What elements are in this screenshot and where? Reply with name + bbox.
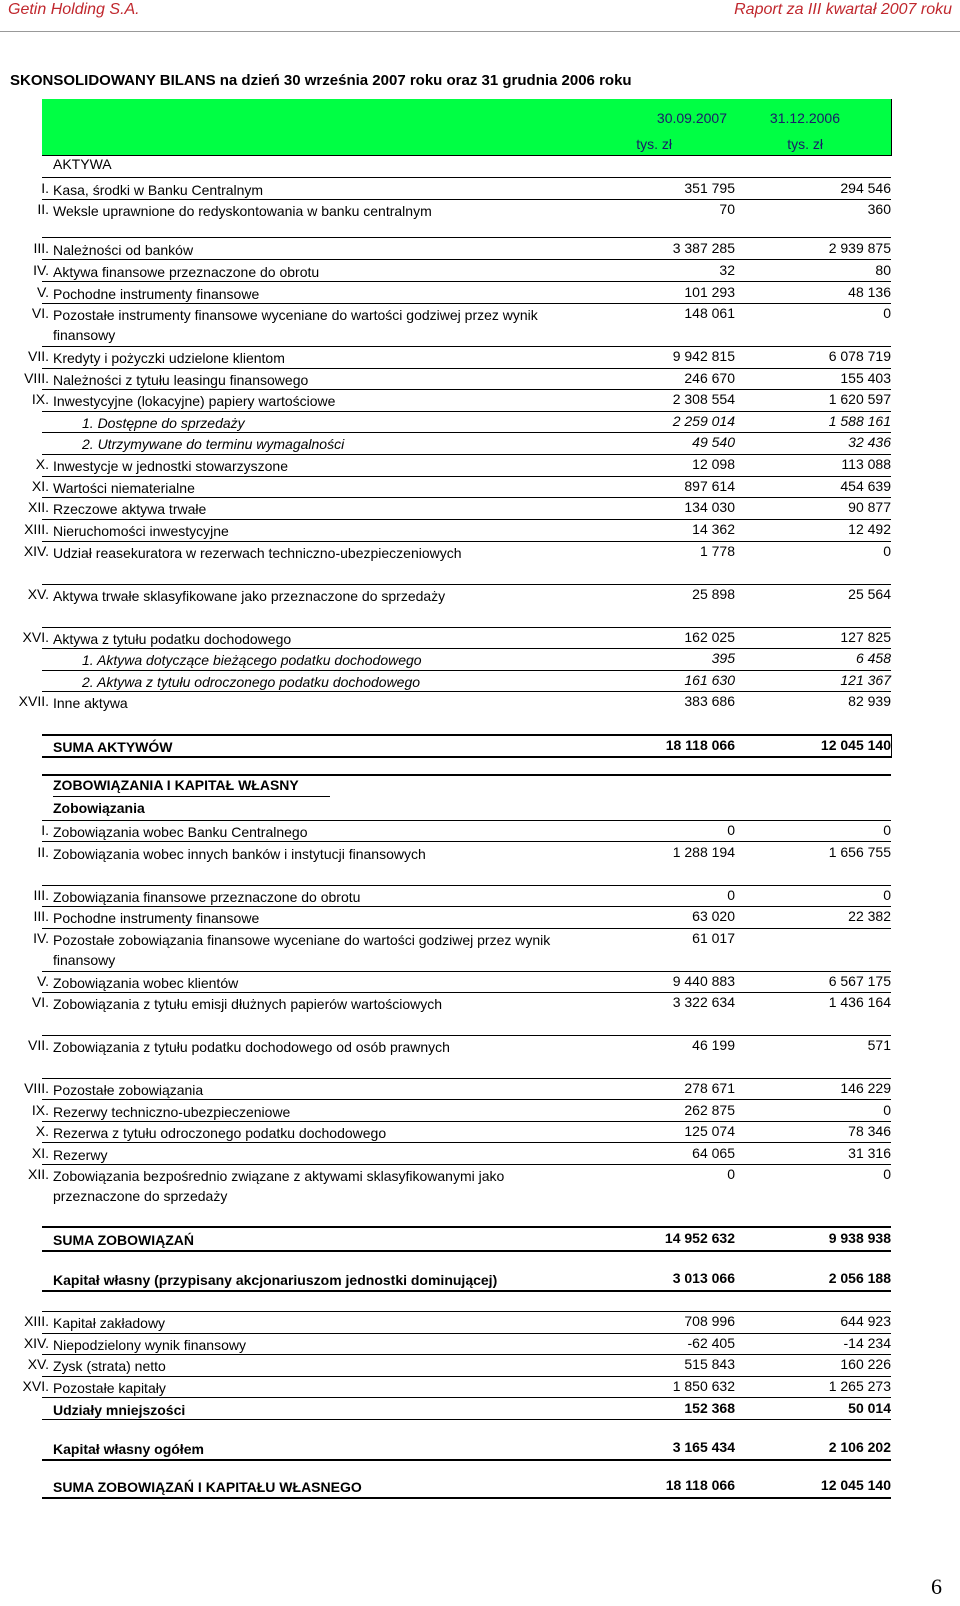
col1-unit: tys. zł [636, 136, 672, 152]
row-number: VIII. [24, 370, 49, 386]
row-value-2006: 454 639 [840, 478, 891, 494]
row-divider [42, 237, 891, 238]
col2-date: 31.12.2006 [769, 110, 840, 126]
row-number: XI. [31, 478, 49, 494]
row-label: Zobowiązania wobec innych banków i instytucji finansowych [53, 846, 426, 862]
row-value-2007: 3 013 066 [672, 1270, 735, 1286]
row-value-2007: 148 061 [684, 305, 735, 321]
row-value-2006: 32 436 [848, 434, 891, 450]
row-label: Należności z tytułu leasingu finansowego [53, 372, 309, 388]
row-value-2006: 25 564 [848, 586, 891, 602]
row-value-2006: 48 136 [848, 284, 891, 300]
column-header-band [42, 99, 891, 155]
row-label: Zobowiązania wobec Banku Centralnego [53, 824, 308, 840]
row-divider [42, 1354, 891, 1355]
row-value-2006: 1 588 161 [828, 413, 891, 429]
row-label: Kapitał własny ogółem [53, 1441, 204, 1457]
row-label: Inwestycje w jednostki stowarzyszone [53, 458, 288, 474]
row-value-2007: 18 118 066 [665, 737, 735, 753]
row-label: Inne aktywa [53, 695, 128, 711]
row-label: Pozostałe instrumenty finansowe wyceniane do wartości godziwej przez wynik finansowy [53, 307, 538, 343]
row-label: 1. Aktywa dotyczące bieżącego podatku dochodowego [82, 652, 422, 668]
column-header-bottom-border [42, 155, 891, 156]
row-divider [42, 411, 891, 412]
row-label: Kasa, środki w Banku Centralnym [53, 182, 264, 198]
row-value-2007: 49 540 [692, 434, 735, 450]
row-value-2006: 2 106 202 [828, 1439, 891, 1455]
row-number: V. [37, 973, 49, 989]
row-value-2007: 2 308 554 [672, 391, 735, 407]
row-value-2007: 64 065 [692, 1145, 735, 1161]
row-value-2006: 1 656 755 [828, 844, 891, 860]
section-title-liabilities: Zobowiązania [53, 800, 145, 816]
row-number: I. [41, 822, 49, 838]
row-divider [42, 885, 891, 886]
row-divider [42, 1333, 891, 1334]
row-number: IV. [33, 930, 49, 946]
row-value-2007: 125 074 [684, 1123, 735, 1139]
row-label: Rezerwy techniczno-ubezpieczeniowe [53, 1104, 291, 1120]
row-value-2006: 0 [883, 1166, 891, 1182]
assets-heading: AKTYWA [53, 156, 112, 172]
row-value-2007: 9 942 815 [672, 348, 735, 364]
row-divider [42, 820, 891, 821]
row-value-2006: 0 [883, 887, 891, 903]
row-value-2007: 18 118 066 [665, 1477, 735, 1493]
row-value-2006: 6 078 719 [828, 348, 891, 364]
row-label: Pochodne instrumenty finansowe [53, 286, 260, 302]
row-value-2006: 78 346 [848, 1123, 891, 1139]
row-label: Należności od banków [53, 242, 194, 258]
row-divider [42, 1035, 891, 1036]
row-divider [42, 303, 891, 304]
row-divider [42, 346, 891, 347]
total-divider-bottom [42, 1497, 891, 1499]
row-number: V. [37, 284, 49, 300]
row-value-2006: 0 [883, 822, 891, 838]
company-name: Getin Holding S.A. [8, 1, 140, 18]
row-label: Zobowiązania finansowe przeznaczone do obrotu [53, 889, 361, 905]
row-value-2007: 262 875 [684, 1102, 735, 1118]
header-divider [0, 31, 960, 32]
row-value-2006: 31 316 [848, 1145, 891, 1161]
row-value-2007: 708 996 [684, 1313, 735, 1329]
row-number: VII. [27, 348, 49, 364]
row-number: XIV. [23, 543, 49, 559]
row-label: Zobowiązania bezpośrednio związane z aktywami sklasyfikowanymi jako przeznaczone do sprzedaży [53, 1168, 505, 1204]
row-value-2007: 70 [719, 201, 735, 217]
row-divider [42, 906, 891, 907]
row-label: Pozostałe kapitały [53, 1380, 166, 1396]
row-value-2006: 1 436 164 [828, 994, 891, 1010]
row-value-2007: 2 259 014 [672, 413, 735, 429]
row-value-2006: 82 939 [848, 693, 891, 709]
row-divider [42, 1311, 891, 1312]
row-divider [42, 648, 891, 649]
row-label: Zobowiązania wobec klientów [53, 975, 239, 991]
row-divider [42, 992, 891, 993]
row-value-2007: 134 030 [684, 499, 735, 515]
row-value-2006: 146 229 [840, 1080, 891, 1096]
total-divider-bottom [42, 1459, 891, 1461]
row-value-2007: 152 368 [684, 1400, 735, 1416]
row-number: II. [37, 844, 49, 860]
row-value-2007: 46 199 [692, 1037, 735, 1053]
row-number: IX. [31, 1102, 49, 1118]
row-label: Zysk (strata) netto [53, 1358, 166, 1374]
row-value-2007: 3 322 634 [672, 994, 735, 1010]
row-number: XII. [27, 1166, 49, 1182]
row-value-2007: 101 293 [684, 284, 735, 300]
row-value-2007: 63 020 [692, 908, 735, 924]
row-divider [42, 476, 891, 477]
row-number: VII. [27, 1037, 49, 1053]
report-title: Raport za III kwartał 2007 roku [734, 1, 952, 18]
row-value-2006: 12 492 [848, 521, 891, 537]
row-value-2006: 1 620 597 [828, 391, 891, 407]
row-label: Udziały mniejszości [53, 1402, 186, 1418]
row-value-2007: 25 898 [692, 586, 735, 602]
row-divider [42, 670, 891, 671]
row-label: Pozostałe zobowiązania finansowe wyceniane do wartości godziwej przez wynik finansowy [53, 932, 551, 968]
row-label: Nieruchomości inwestycyjne [53, 523, 229, 539]
row-label: Pochodne instrumenty finansowe [53, 910, 260, 926]
row-value-2006: 155 403 [840, 370, 891, 386]
row-number: XIV. [23, 1335, 49, 1351]
row-value-2006: 80 [875, 262, 891, 278]
row-number: XII. [27, 499, 49, 515]
row-divider [42, 1142, 891, 1143]
row-label: 2. Aktywa z tytułu odroczonego podatku dochodowego [82, 674, 421, 690]
row-value-2007: 3 165 434 [672, 1439, 735, 1455]
row-value-2006: 90 877 [848, 499, 891, 515]
row-number: XVII. [18, 693, 49, 709]
column-header-right-border [891, 99, 892, 156]
row-number: XV. [27, 1356, 49, 1372]
row-value-2007: 161 630 [684, 672, 735, 688]
row-label: Kredyty i pożyczki udzielone klientom [53, 350, 285, 366]
row-value-2006: 2 939 875 [828, 240, 891, 256]
section-title-liabilities-equity: ZOBOWIĄZANIA I KAPITAŁ WŁASNY [53, 777, 299, 793]
row-value-2007: 515 843 [684, 1356, 735, 1372]
row-number: III. [33, 887, 49, 903]
row-value-2006: 644 923 [840, 1313, 891, 1329]
row-divider [42, 1419, 891, 1420]
col2-unit: tys. zł [787, 136, 823, 152]
row-divider [42, 691, 891, 692]
row-divider [42, 519, 891, 520]
row-divider [42, 541, 891, 542]
row-number: XVI. [22, 1378, 49, 1394]
row-label: Pozostałe zobowiązania [53, 1082, 204, 1098]
row-label: Kapitał zakładowy [53, 1315, 166, 1331]
row-value-2007: 0 [727, 822, 735, 838]
row-number: VI. [31, 994, 49, 1010]
row-number: I. [41, 180, 49, 196]
total-divider-bottom [42, 1250, 891, 1252]
row-value-2007: 0 [727, 887, 735, 903]
row-value-2006: 6 458 [855, 650, 891, 666]
row-number: XV. [27, 586, 49, 602]
row-value-2006: 0 [883, 543, 891, 559]
row-value-2006: 0 [883, 305, 891, 321]
row-label: Aktywa z tytułu podatku dochodowego [53, 631, 292, 647]
page-number: 6 [931, 1574, 942, 1599]
row-value-2007: 14 952 632 [664, 1230, 735, 1246]
row-number: X. [35, 1123, 49, 1139]
row-value-2006: 294 546 [840, 180, 891, 196]
row-label: SUMA ZOBOWIĄZAŃ [53, 1232, 195, 1248]
row-value-2006: 127 825 [840, 629, 891, 645]
row-value-2007: 0 [727, 1166, 735, 1182]
row-number: XIII. [24, 521, 49, 537]
row-label: SUMA AKTYWÓW [53, 739, 173, 755]
row-value-2006: 1 265 273 [828, 1378, 891, 1394]
row-value-2007: 351 795 [684, 180, 735, 196]
document-title: SKONSOLIDOWANY BILANS na dzień 30 września 2007 roku oraz 31 grudnia 2006 roku [10, 72, 632, 89]
row-value-2007: 12 098 [692, 456, 735, 472]
row-value-2006: 12 045 140 [820, 737, 891, 753]
row-value-2006: -14 234 [843, 1335, 891, 1351]
row-value-2007: 1 288 194 [672, 844, 735, 860]
row-divider [42, 259, 891, 260]
row-value-2006: 6 567 175 [828, 973, 891, 989]
row-value-2007: 278 671 [684, 1080, 735, 1096]
row-value-2007: 162 025 [684, 629, 735, 645]
section-underline [53, 796, 330, 797]
row-value-2007: 14 362 [692, 521, 735, 537]
row-label: Rzeczowe aktywa trwałe [53, 501, 207, 517]
row-divider [42, 1164, 891, 1165]
row-divider [42, 389, 891, 390]
row-label: Rezerwa z tytułu odroczonego podatku dochodowego [53, 1125, 387, 1141]
row-divider [42, 1376, 891, 1377]
row-label: Aktywa trwałe sklasyfikowane jako przeznaczone do sprzedaży [53, 588, 446, 604]
row-value-2007: 897 614 [684, 478, 735, 494]
row-divider [42, 584, 891, 585]
row-divider [42, 841, 891, 842]
row-label: 1. Dostępne do sprzedaży [82, 415, 245, 431]
total-divider-top [42, 734, 891, 736]
row-divider [42, 368, 891, 369]
row-label: 2. Utrzymywane do terminu wymagalności [82, 436, 345, 452]
row-value-2007: 3 387 285 [672, 240, 735, 256]
row-value-2007: 395 [711, 650, 735, 666]
row-divider [42, 432, 891, 433]
row-label: SUMA ZOBOWIĄZAŃ I KAPITAŁU WŁASNEGO [53, 1479, 362, 1495]
row-value-2007: 1 850 632 [672, 1378, 735, 1394]
row-divider [42, 971, 891, 972]
row-value-2006: 0 [883, 1102, 891, 1118]
row-value-2006: 12 045 140 [820, 1477, 891, 1493]
page-header [0, 0, 960, 42]
row-divider [42, 177, 891, 178]
row-number: X. [35, 456, 49, 472]
row-value-2006: 571 [867, 1037, 891, 1053]
total-divider-top [42, 1226, 891, 1228]
row-label: Aktywa finansowe przeznaczone do obrotu [53, 264, 320, 280]
row-number: III. [33, 240, 49, 256]
row-divider [42, 1121, 891, 1122]
row-value-2007: 1 778 [699, 543, 735, 559]
row-value-2007: -62 405 [687, 1335, 735, 1351]
row-value-2006: 2 056 188 [828, 1270, 891, 1286]
row-value-2006: 9 938 938 [828, 1230, 891, 1246]
row-value-2007: 9 440 883 [672, 973, 735, 989]
row-divider [42, 928, 891, 929]
row-number: IX. [31, 391, 49, 407]
row-number: II. [37, 201, 49, 217]
total-divider-bottom [42, 756, 891, 758]
row-label: Zobowiązania z tytułu emisji dłużnych papierów wartościowych [53, 996, 443, 1012]
row-divider [42, 627, 891, 628]
row-divider [42, 1078, 891, 1079]
row-number: XIII. [24, 1313, 49, 1329]
row-number: XVI. [22, 629, 49, 645]
row-divider [42, 497, 891, 498]
row-label: Inwestycyjne (lokacyjne) papiery wartościowe [53, 393, 336, 409]
row-value-2006: 160 226 [840, 1356, 891, 1372]
total-divider-bottom [42, 1290, 891, 1292]
row-number: XI. [31, 1145, 49, 1161]
row-divider [42, 281, 891, 282]
row-value-2006: 360 [867, 201, 891, 217]
row-value-2006: 121 367 [840, 672, 891, 688]
row-divider [42, 454, 891, 455]
row-value-2007: 61 017 [692, 930, 735, 946]
col1-date: 30.09.2007 [656, 110, 727, 126]
total-right-border [891, 734, 892, 758]
row-value-2006: 50 014 [848, 1400, 891, 1416]
row-number: IV. [33, 262, 49, 278]
row-value-2007: 246 670 [684, 370, 735, 386]
row-number: III. [33, 908, 49, 924]
row-divider [42, 1099, 891, 1100]
row-value-2007: 383 686 [684, 693, 735, 709]
row-value-2007: 32 [719, 262, 735, 278]
row-number: VI. [31, 305, 49, 321]
row-label: Udział reasekuratora w rezerwach techniczno-ubezpieczeniowych [53, 545, 462, 561]
row-divider [42, 1397, 891, 1398]
row-value-2006: 22 382 [848, 908, 891, 924]
row-number: VIII. [24, 1080, 49, 1096]
row-label: Zobowiązania z tytułu podatku dochodowego od osób prawnych [53, 1039, 450, 1055]
row-label: Wartości niematerialne [53, 480, 195, 496]
section-divider [42, 774, 891, 776]
row-label: Rezerwy [53, 1147, 108, 1163]
row-label: Weksle uprawnione do redyskontowania w banku centralnym [53, 203, 432, 219]
row-value-2006: 113 088 [841, 456, 891, 472]
row-label: Niepodzielony wynik finansowy [53, 1337, 246, 1353]
row-label: Kapitał własny (przypisany akcjonariuszom jednostki dominującej) [53, 1272, 498, 1288]
